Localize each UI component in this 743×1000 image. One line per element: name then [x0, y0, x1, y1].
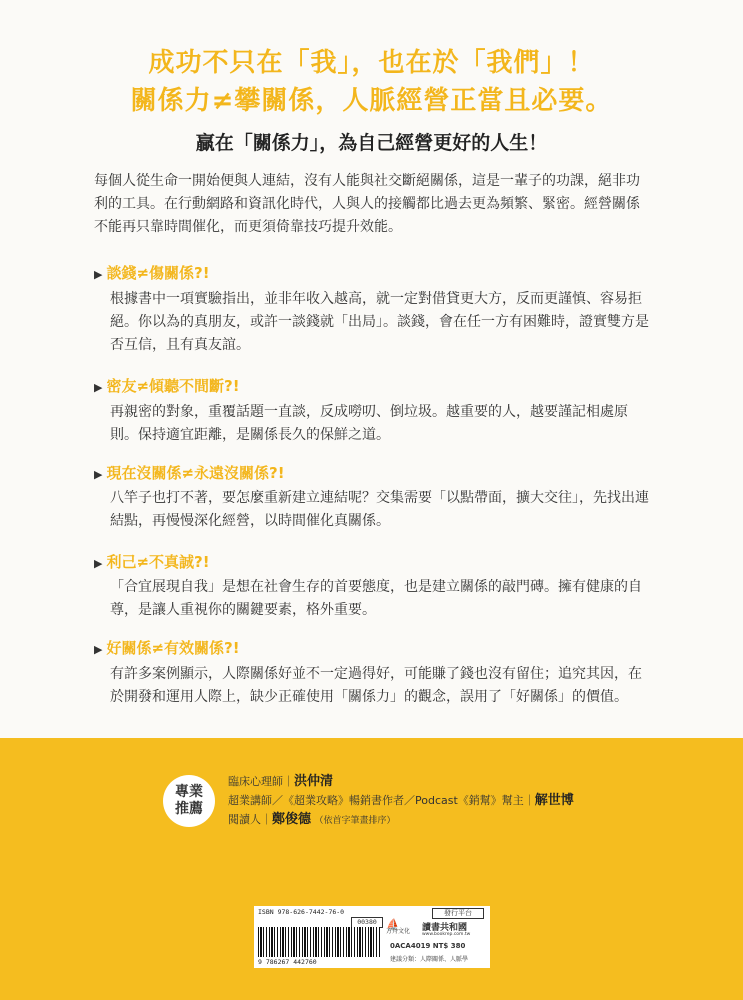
barcode-panel: [254, 906, 490, 968]
headline-line-1: 成功不只在「我」，也在於「我們」！: [148, 48, 595, 78]
product-code-price: 0ACA4019 NT$ 380: [390, 942, 466, 950]
recommend-badge: 專業 推薦: [163, 775, 215, 827]
subtitle: 贏在「關係力」，為自己經營更好的人生！: [195, 132, 548, 154]
section-3-title: ▶ 現在沒關係≠永遠沒關係?!: [94, 464, 285, 482]
isbn-text: ISBN 978-626-7442-76-0: [258, 908, 345, 916]
section-1-title: ▶ 談錢≠傷關係?!: [94, 264, 210, 282]
section-3-body: 八竿子也打不著，要怎麼重新建立連結呢？交集需要「以點帶面，擴大交往」，先找出連結點，再慢慢深化經營，以時間催化真關係。: [110, 490, 649, 529]
barcode-number: 9 786267 442760: [258, 958, 317, 966]
price-code: 00380: [351, 917, 383, 928]
recommender-3: 閱讀人｜鄭俊德 （依首字筆畫排序）: [228, 812, 396, 827]
category-text: 建議分類：人際關係、人脈學: [390, 956, 469, 963]
triangle-bullet-icon: ▶: [94, 268, 103, 281]
recommender-2: 超業講師／《超業攻略》暢銷書作者／Podcast《銷幫》幫主｜解世博: [228, 793, 574, 808]
intro-paragraph: 每個人從生命一開始便與人連結，沒有人能與社交斷絕關係，這是一輩子的功課，絕非功利的工具。在行動網路和資訊化時代，人與人的接觸都比過去更為頻繁、緊密。經營關係不能再只靠時間催化，而更須倚靠技巧提升效能。: [94, 173, 640, 235]
section-1-body: 根據書中一項實驗指出，並非年收入越高，就一定對借貸更大方，反而更謹慎、容易拒絕。你以為的真朋友，或許一談錢就「出局」。談錢，會在任一方有困難時，證實雙方是否互信，且有真友誼。: [110, 291, 649, 353]
publisher-logo: ⛵ 方舟文化: [386, 918, 411, 935]
boat-logo-icon: ⛵: [386, 918, 400, 931]
barcode-bars: [258, 927, 380, 957]
section-4-body: 「合宜展現自我」是想在社會生存的首要態度，也是建立關係的敲門磚。擁有健康的自尊，是讓人重視你的關鍵要素，格外重要。: [110, 579, 642, 618]
triangle-bullet-icon: ▶: [94, 643, 103, 656]
section-5-title: ▶ 好關係≠有效關係?!: [94, 639, 240, 657]
triangle-bullet-icon: ▶: [94, 381, 103, 394]
publisher-label: 發行平台: [432, 908, 484, 919]
recommender-1: 臨床心理師｜洪仲清: [228, 774, 334, 789]
headline-line-2: 關係力≠攀關係，人脈經營正當且必要。: [130, 86, 613, 116]
triangle-bullet-icon: ▶: [94, 557, 103, 570]
publisher-name: 讀書共和國: [422, 923, 468, 933]
section-2-body: 再親密的對象，重覆話題一直談，反成嘮叨、倒垃圾。越重要的人，越要謹記相處原則。保持適宜距離，是關係長久的保鮮之道。: [110, 404, 628, 443]
section-5-body: 有許多案例顯示，人際關係好並不一定過得好，可能賺了錢也沒有留住；追究其因，在於開發和運用人際上，缺少正確使用「關係力」的觀念，誤用了「好關係」的價值。: [110, 666, 642, 705]
triangle-bullet-icon: ▶: [94, 468, 103, 481]
publisher-url: www.bookrep.com.tw: [422, 932, 471, 937]
section-2-title: ▶ 密友≠傾聽不間斷?!: [94, 377, 240, 395]
section-4-title: ▶ 利己≠不真誠?!: [94, 553, 210, 571]
